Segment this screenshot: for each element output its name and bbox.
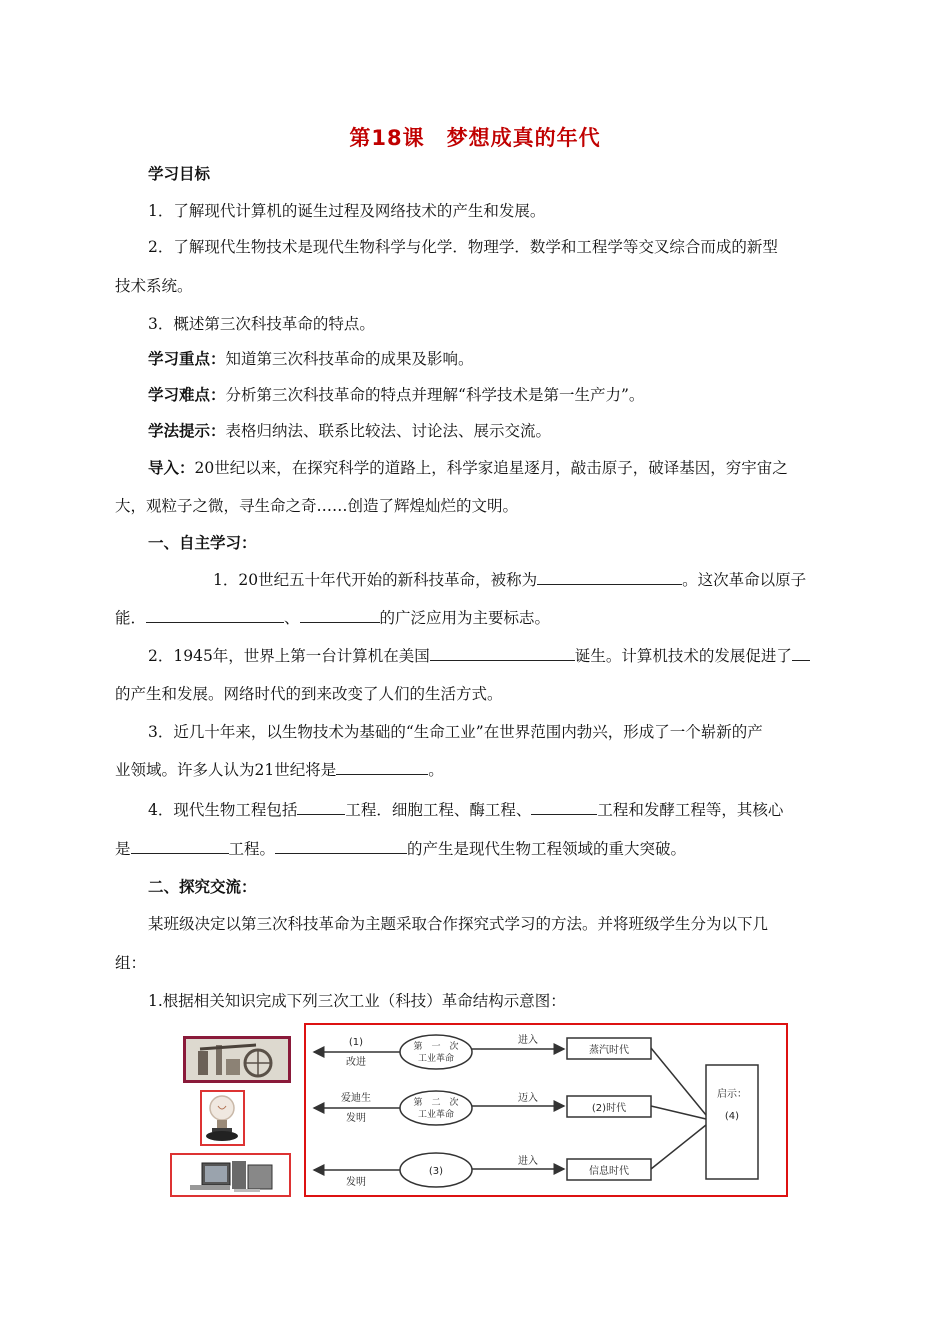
question-4b	[115, 838, 835, 860]
left1-top: (1)	[348, 1037, 364, 1048]
q2a-post: 诞生。计算机技术的发展促进了	[574, 647, 792, 665]
insight-blank: (4)	[724, 1111, 740, 1122]
enter-2: 迈入	[518, 1093, 538, 1104]
q4b-mid: 工程。	[228, 840, 276, 858]
task-1: 1.根据相关知识完成下列三次工业（科技）革命结构示意图：	[148, 992, 566, 1010]
answer-blank[interactable]	[336, 760, 428, 775]
enter-1: 进入	[518, 1035, 538, 1046]
left3: 发明	[346, 1177, 366, 1188]
section-self-study: 一、自主学习：	[148, 534, 257, 552]
answer-blank[interactable]	[146, 608, 284, 623]
steam-engine-image	[183, 1036, 291, 1083]
objective-1: 1．了解现代计算机的诞生过程及网络技术的产生和发展。	[148, 202, 546, 220]
method-hint	[148, 420, 868, 442]
left1-bottom: 改进	[346, 1057, 366, 1068]
computer-icon	[172, 1155, 289, 1195]
question-4a	[148, 799, 868, 821]
insight-box	[706, 1065, 758, 1179]
answer-blank[interactable]	[537, 570, 682, 585]
q4a-mid: 工程．细胞工程、酶工程、	[345, 801, 532, 819]
computer-image	[170, 1153, 291, 1197]
method-text: 表格归纳法、联系比较法、讨论法、展示交流。	[225, 422, 552, 440]
q4a-post: 工程和发酵工程等，其核心	[597, 801, 784, 819]
section-explore: 二、探究交流：	[148, 878, 257, 896]
light-bulb-image	[200, 1090, 245, 1146]
q4b-post: 的产生是现代生物工程领域的重大突破。	[407, 840, 687, 858]
question-1a	[213, 569, 933, 591]
intro-label: 导入：	[148, 459, 195, 477]
rev3: (3)	[428, 1166, 444, 1177]
question-1b	[115, 607, 835, 629]
key-label: 学习重点：	[148, 350, 226, 368]
revolution-diagram-frame	[304, 1023, 788, 1197]
q4b-pre: 是	[115, 840, 131, 858]
key-text: 知道第三次科技革命的成果及影响。	[225, 350, 474, 368]
answer-blank[interactable]	[300, 608, 380, 623]
q1b-pre: 能．	[115, 609, 147, 627]
q3b-post: 。	[428, 761, 444, 779]
era-2: (2)时代	[591, 1103, 627, 1114]
answer-blank[interactable]	[531, 800, 597, 815]
steam-engine-icon	[186, 1039, 288, 1080]
answer-blank[interactable]	[275, 839, 407, 854]
objective-2b: 技术系统。	[115, 277, 193, 295]
explore-b: 组：	[115, 954, 147, 972]
question-2a	[148, 645, 868, 667]
intro-text-a: 20世纪以来，在探究科学的道路上，科学家追星逐月，敲击原子，破译基因，穷宇宙之	[194, 459, 788, 477]
answer-blank[interactable]	[131, 839, 229, 854]
revolution-diagram	[306, 1025, 786, 1195]
objective-3: 3．概述第三次科技革命的特点。	[148, 315, 375, 333]
method-label: 学法提示：	[148, 422, 226, 440]
key-point	[148, 348, 868, 370]
answer-blank[interactable]	[297, 800, 345, 815]
q1b-post: 的广泛应用为主要标志。	[379, 609, 551, 627]
difficulty-label: 学习难点：	[148, 386, 226, 404]
intro-b: 大，观粒子之微，寻生命之奇……创造了辉煌灿烂的文明。	[115, 497, 519, 515]
era-3: 信息时代	[589, 1166, 629, 1177]
question-2b: 的产生和发展。网络时代的到来改变了人们的生活方式。	[115, 685, 503, 703]
question-3b	[115, 759, 835, 781]
q3b-pre: 业领域。许多人认为21世纪将是	[115, 761, 337, 779]
q1a-pre: 1．20世纪五十年代开始的新科技革命，被称为	[213, 571, 538, 589]
left2-bottom: 发明	[346, 1113, 366, 1124]
intro-a	[148, 457, 868, 479]
rev1-bottom: 工业革命	[417, 1054, 455, 1064]
objectives-heading: 学习目标	[148, 165, 211, 183]
light-bulb-icon	[202, 1092, 243, 1144]
difficulty-text: 分析第三次科技革命的特点并理解“科学技术是第一生产力”。	[225, 386, 645, 404]
answer-blank[interactable]	[430, 646, 575, 661]
q4a-pre: 4．现代生物工程包括	[148, 801, 298, 819]
q1b-mid: 、	[284, 609, 300, 627]
q2a-pre: 2．1945年，世界上第一台计算机在美国	[148, 647, 430, 665]
q1a-post: 。这次革命以原子	[682, 571, 807, 589]
explore-a: 某班级决定以第三次科技革命为主题采取合作探究式学习的方法。并将班级学生分为以下几	[148, 915, 769, 933]
rev1-top: 第 一 次	[413, 1042, 459, 1052]
page-title: 第18课 梦想成真的年代	[349, 126, 601, 150]
objective-2a: 2．了解现代生物技术是现代生物科学与化学．物理学．数学和工程学等交叉综合而成的新型	[148, 238, 778, 256]
difficulty-point	[148, 384, 868, 406]
enter-3: 进入	[518, 1156, 538, 1167]
left2-top: 爱迪生	[341, 1093, 371, 1104]
era-1: 蒸汽时代	[589, 1045, 629, 1056]
rev2-bottom: 工业革命	[417, 1110, 455, 1120]
question-3a: 3．近几十年来，以生物技术为基础的“生命工业”在世界范围内勃兴，形成了一个崭新的产	[148, 723, 763, 741]
rev2-top: 第 二 次	[413, 1098, 459, 1108]
insight-label: 启示：	[717, 1089, 747, 1100]
answer-blank[interactable]	[792, 646, 810, 661]
